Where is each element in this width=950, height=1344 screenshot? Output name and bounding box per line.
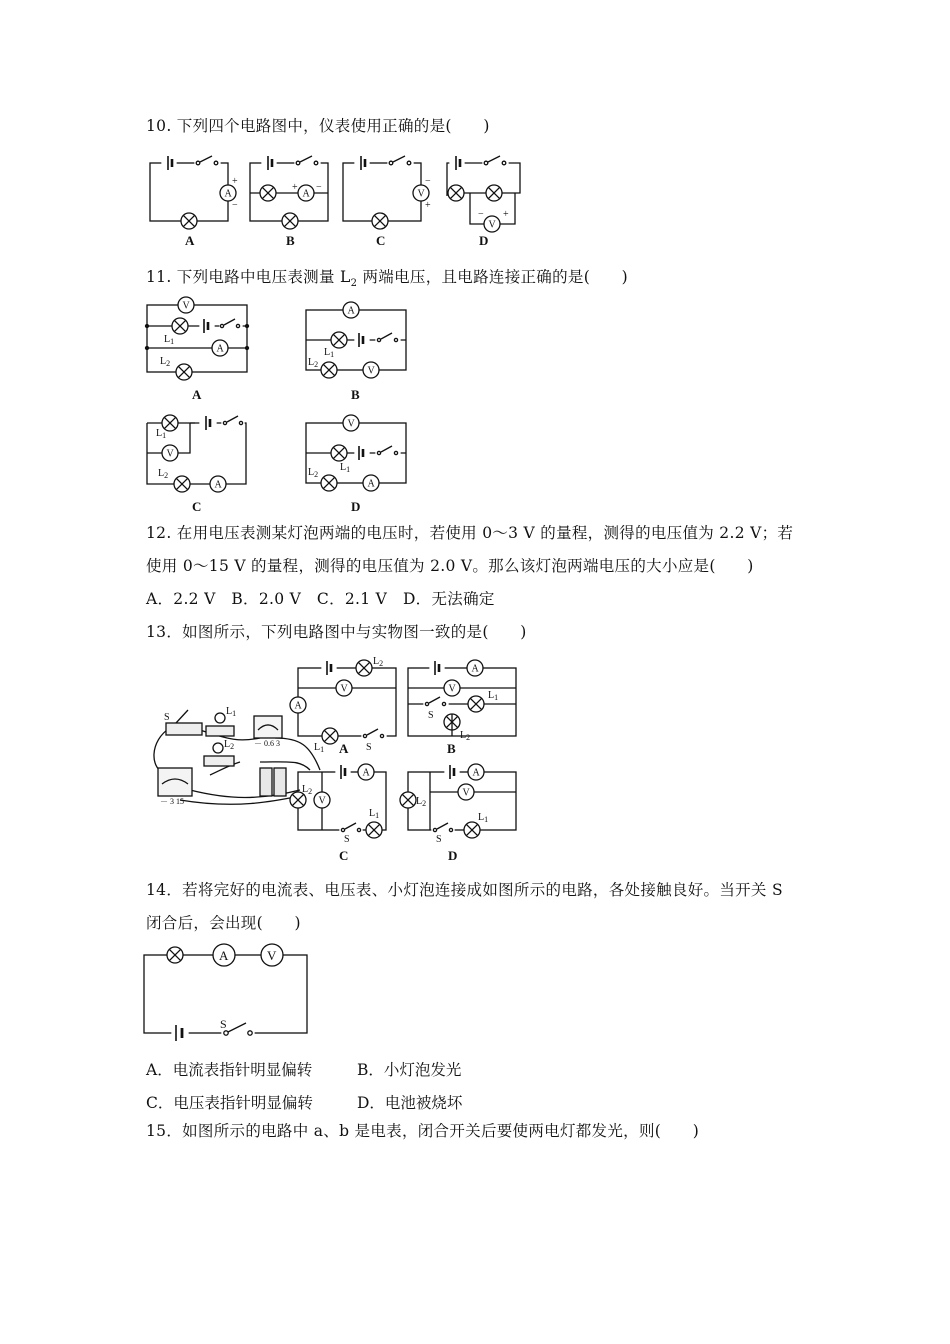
q14-option-c: C．电压表指针明显偏转 — [146, 1094, 313, 1112]
svg-text:L1: $L_1$ — [478, 812, 489, 824]
q13-label-d: D — [448, 848, 458, 863]
q13-text: 13．如图所示，下列电路图中与实物图一致的是( ) — [146, 623, 527, 641]
q10-circuit-b — [250, 156, 328, 248]
q13-physical-setup — [154, 706, 320, 806]
q13-label-a: A — [339, 741, 349, 756]
q10-d-plus: + — [503, 209, 509, 220]
q11-label-a: A — [192, 387, 202, 402]
svg-text:L1: $L_1$ — [340, 462, 351, 474]
q12-line2: 使用 0～15 V 的量程，测得的电压值为 2.0 V。那么该灯泡两端电压的大小应是( ) — [146, 557, 754, 575]
q11-circuit-b — [306, 302, 406, 402]
q13-a-switch-label: S — [366, 742, 372, 753]
q10-d-minus: − — [478, 209, 484, 220]
q10-label-c: C — [376, 233, 386, 248]
q11-c-ammeter-label: A — [214, 479, 222, 491]
q14-line2: 闭合后，会出现( ) — [146, 914, 301, 932]
svg-text:L2: $L_2$ — [460, 730, 471, 742]
q14-option-d: D．电池被烧坏 — [357, 1094, 463, 1112]
svg-text:L2: $L_2$ — [302, 784, 313, 796]
q11-text — [146, 270, 628, 289]
q14-ammeter-label: A — [219, 948, 229, 963]
q13-b-switch-label: S — [428, 710, 434, 721]
q13-voltmeter-range: － 3 15 — [160, 797, 184, 806]
q13-circuit-c — [290, 764, 386, 863]
q10-c-minus: − — [425, 176, 431, 187]
q13-c-switch-label: S — [344, 834, 350, 845]
svg-text:L1: $L_1$ — [314, 742, 325, 754]
q12-options: A．2.2 V B．2.0 V C．2.1 V D．无法确定 — [146, 590, 495, 608]
q11-diagrams — [140, 293, 430, 519]
q11-circuit-c — [147, 415, 246, 514]
q14-option-b: B．小灯泡发光 — [357, 1061, 462, 1079]
q15-text: 15．如图所示的电路中 a、b 是电表，闭合开关后要使两电灯都发光，则( ) — [146, 1122, 700, 1140]
q13-b-ammeter-label: A — [471, 663, 479, 675]
q13-c-ammeter-label: A — [362, 767, 370, 779]
q10-label-d: D — [479, 233, 489, 248]
q13-diagrams — [140, 650, 530, 865]
q10-d-voltmeter-label: V — [488, 219, 496, 231]
q10-a-minus: − — [232, 200, 238, 211]
q13-a-voltmeter-label: V — [340, 683, 348, 695]
svg-text:L2: $L_2$ — [416, 796, 427, 808]
q13-d-voltmeter-label: V — [462, 787, 470, 799]
q13-ammeter-range: － 0.6 3 — [254, 739, 280, 748]
svg-text:L1: $L_1$ — [226, 706, 237, 718]
svg-text:L2: $L_2$ — [158, 468, 169, 480]
q11-circuit-d — [306, 415, 406, 514]
svg-text:L1: $L_1$ — [164, 334, 175, 346]
q11-c-voltmeter-label: V — [166, 448, 174, 460]
q10-circuit-c — [343, 156, 431, 248]
svg-text:L2: $L_2$ — [308, 467, 319, 479]
q10-c-voltmeter-label: V — [417, 188, 425, 200]
q10-diagrams — [140, 148, 540, 253]
q10-b-plus: + — [292, 182, 298, 193]
q13-b-voltmeter-label: V — [448, 683, 456, 695]
q13-d-switch-label: S — [436, 834, 442, 845]
q11-a-ammeter-label: A — [216, 343, 224, 355]
svg-text:L1: $L_1$ — [156, 428, 167, 440]
q13-label-b: B — [447, 741, 456, 756]
q14-switch-label: S — [220, 1017, 227, 1031]
q11-text-sub: 2 — [350, 278, 358, 290]
q13-circuit-d — [400, 764, 516, 863]
q13-a-ammeter-label: A — [294, 700, 302, 712]
q11-d-voltmeter-label: V — [347, 418, 355, 430]
q10-a-ammeter-label: A — [224, 188, 232, 200]
q13-label-c: C — [339, 848, 349, 863]
svg-text:L2: $L_2$ — [160, 356, 171, 368]
q11-d-ammeter-label: A — [367, 478, 375, 490]
q10-circuit-a — [150, 156, 238, 248]
q13-c-voltmeter-label: V — [318, 795, 326, 807]
q11-label-c: C — [192, 499, 202, 514]
svg-text:L2: $L_2$ — [224, 739, 235, 751]
q11-label-d: D — [351, 499, 361, 514]
svg-text:L2: $L_2$ — [308, 357, 319, 369]
q11-text-pre: 11. 下列电路中电压表测量 L — [146, 268, 351, 286]
q11-a-voltmeter-label: V — [182, 300, 190, 312]
q13-circuit-b — [408, 660, 516, 756]
q10-b-minus: − — [316, 182, 322, 193]
q13-circuit-a — [290, 656, 396, 756]
q10-text: 10. 下列四个电路图中，仪表使用正确的是( ) — [146, 117, 490, 135]
q11-b-voltmeter-label: V — [367, 365, 375, 377]
svg-text:L1: $L_1$ — [369, 808, 380, 820]
q13-photo-switch-label: S — [164, 712, 170, 723]
q11-b-ammeter-label: A — [347, 305, 355, 317]
q10-a-plus: + — [232, 176, 238, 187]
q10-c-plus: + — [425, 200, 431, 211]
q13-d-ammeter-label: A — [472, 767, 480, 779]
q11-label-b: B — [351, 387, 360, 402]
q12-line1: 12. 在用电压表测某灯泡两端的电压时，若使用 0～3 V 的量程，测得的电压值为 2.2 V；若 — [146, 524, 794, 542]
svg-text:L1: $L_1$ — [488, 690, 499, 702]
svg-text:L2: $L_2$ — [373, 656, 384, 668]
q14-line1: 14．若将完好的电流表、电压表、小灯泡连接成如图所示的电路，各处接触良好。当开关 S — [146, 881, 783, 899]
q10-label-b: B — [286, 233, 295, 248]
q11-text-post: 两端电压，且电路连接正确的是( ) — [357, 268, 629, 286]
q10-b-ammeter-label: A — [302, 188, 310, 200]
q10-circuit-d — [447, 156, 520, 248]
q14-diagram — [140, 940, 315, 1040]
q14-option-a: A．电流表指针明显偏转 — [146, 1061, 313, 1079]
svg-text:L1: $L_1$ — [324, 347, 335, 359]
q11-circuit-a — [146, 297, 249, 402]
q14-voltmeter-label: V — [267, 948, 277, 963]
q10-label-a: A — [185, 233, 195, 248]
